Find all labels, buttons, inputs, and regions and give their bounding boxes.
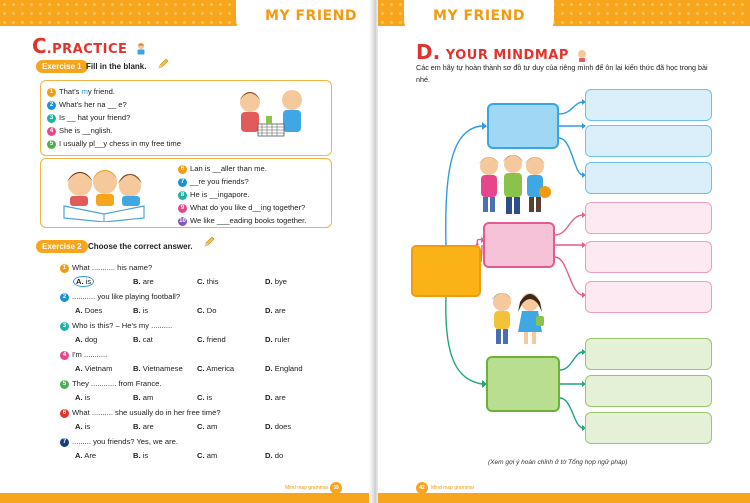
q3-option-c[interactable] [197,335,226,344]
option-letter: B. [133,306,141,315]
option-text: am [206,451,218,460]
exercise-2-title: Choose the correct answer. [88,242,193,251]
q2-option-d[interactable] [265,306,286,315]
ex1-item-10 [178,216,306,226]
item-text: Is __ hat your friend? [59,113,131,122]
q2-option-b[interactable] [133,306,148,315]
option-text: am [206,422,218,431]
option-text: friend [206,335,226,344]
option-text: is [84,393,91,402]
option-letter: C. [197,306,205,315]
instruction-text: Các em hãy tự hoàn thành sơ đồ tư duy của riêng mình để ôn lại kiến thức đã học trong bài nhé. [416,63,708,84]
option-letter: B. [133,451,141,460]
option-letter: B. [133,393,141,402]
ex1-item-8 [178,190,250,200]
question-text: They ............ from France. [72,379,162,388]
option-letter: A. [75,451,83,460]
question-number: 1 [60,264,69,273]
mindmap-center-node[interactable] [411,245,481,297]
q5-option-d[interactable] [265,393,286,402]
mindmap-branch-pink[interactable] [483,222,555,268]
ex1-item-6 [178,164,267,174]
section-word: YOUR MINDMAP [445,48,569,63]
mindmap-leaf-blue-2[interactable] [585,125,712,157]
kid-reading-icon [135,42,147,56]
question-7 [60,437,178,447]
kids-playing-chess-illustration [232,86,312,142]
option-letter: C. [197,393,205,402]
q5-option-b[interactable] [133,393,153,402]
exercise-1-title: Fill in the blank. [86,62,147,71]
right-page [378,0,750,503]
left-page [0,0,372,503]
question-number: 3 [60,322,69,331]
q5-option-c[interactable] [197,393,212,402]
option-text: this [206,277,219,286]
exercise-1-label: Exercise 1 [36,60,88,73]
hint-caption: (Xem gợi ý hoàn chỉnh ở tờ Tổng hợp ngữ pháp) [488,459,628,466]
item-number: 10 [179,218,186,224]
question-2 [60,292,180,302]
option-text: is [206,393,213,402]
item-text: __re you friends? [190,177,249,186]
ex1-item-5 [47,139,181,149]
item-text: She is __nglish. [59,126,113,135]
option-text: are [274,393,286,402]
question-number: 6 [60,409,69,418]
mindmap-leaf-pink-1[interactable] [585,202,712,234]
option-letter: A. [76,277,84,286]
question-number: 7 [60,438,69,447]
mindmap-leaf-green-3[interactable] [585,412,712,444]
question-text: ......... you friends? Yes, we are. [72,437,178,446]
option-letter: C. [197,451,205,460]
option-letter: B. [133,422,141,431]
option-text: cat [142,335,153,344]
option-text: is [142,306,149,315]
connector-center-green [446,297,482,384]
q4-option-a[interactable] [75,364,112,373]
header-title: MY FRIEND [265,8,357,24]
footer-text: Mind map grammar [431,485,475,491]
pencil-icon [203,236,215,248]
item-text: That's [59,87,82,96]
q6-option-b[interactable] [133,422,154,431]
item-number: 7 [178,178,187,187]
boy-and-girl-illustration [486,290,548,346]
option-letter: D. [265,393,273,402]
ex1-item-1 [47,87,115,97]
q6-option-a[interactable] [75,422,90,431]
footer-band [0,493,372,503]
option-letter: D. [265,306,273,315]
mindmap-branch-blue[interactable] [487,103,559,149]
ex1-item-4 [47,126,113,136]
option-letter: D. [265,277,273,286]
item-text: We like ___eading books together. [190,216,307,225]
option-letter: A. [75,393,83,402]
mindmap-branch-green[interactable] [486,356,560,412]
ex1-item-2 [47,100,127,110]
option-letter: D. [265,422,273,431]
option-text: Does [84,306,103,315]
question-1 [60,263,152,273]
question-number: 5 [60,380,69,389]
option-text: am [142,393,154,402]
option-letter: A. [75,364,83,373]
q7-option-d[interactable] [265,451,283,460]
question-text: ........... you like playing football? [72,292,181,301]
q1-option-b[interactable] [133,277,154,286]
question-number: 2 [60,293,69,302]
mindmap-leaf-blue-3[interactable] [585,162,712,194]
mindmap-leaf-pink-3[interactable] [585,281,712,313]
option-text: are [142,277,154,286]
option-text: Vietnamese [142,364,183,373]
option-letter: C. [197,364,205,373]
option-text: ruler [274,335,290,344]
q6-option-c[interactable] [197,422,217,431]
section-word: .PRACTICE [46,42,128,57]
option-text: Are [84,451,97,460]
footer-band [378,493,750,503]
q7-option-a[interactable] [75,451,96,460]
question-number: 4 [60,351,69,360]
option-text: do [274,451,284,460]
option-letter: B. [133,335,141,344]
option-letter: D. [265,335,273,344]
option-letter: D. [265,364,273,373]
item-number: 8 [178,191,187,200]
option-text: Do [206,306,217,315]
option-text: does [274,422,292,431]
q2-option-c[interactable] [197,306,216,315]
question-3 [60,321,172,331]
option-letter: D. [265,451,273,460]
q1-option-c[interactable] [197,277,219,286]
item-text: He is __ingapore. [190,190,250,199]
q3-option-a[interactable] [75,335,97,344]
option-text: dog [84,335,98,344]
kids-reading-illustration [50,162,158,222]
footer-text: Mind map grammar [285,485,329,491]
option-letter: C. [197,277,205,286]
q4-option-b[interactable] [133,364,183,373]
mindmap-leaf-blue-1[interactable] [585,89,712,121]
option-text: America [206,364,235,373]
item-number: 1 [47,88,56,97]
item-text: I usually pl__y chess in my free time [59,139,181,148]
q4-option-c[interactable] [197,364,234,373]
option-text: England [274,364,303,373]
option-letter: A. [75,422,83,431]
exercise-2-label: Exercise 2 [36,240,88,253]
question-5 [60,379,161,389]
question-text: What ........... his name? [72,263,153,272]
section-letter: C [32,34,47,58]
option-text: is [85,277,92,286]
question-4 [60,350,107,360]
q6-option-d[interactable] [265,422,291,431]
question-6 [60,408,221,418]
option-text: bye [274,277,287,286]
page-number: 39 [330,482,342,494]
q5-option-a[interactable] [75,393,90,402]
q1-option-a[interactable] [73,277,94,286]
option-text: are [274,306,286,315]
option-letter: C. [197,422,205,431]
item-text: y friend. [87,87,115,96]
question-text: Who is this? – He's my .......... [72,321,173,330]
item-number: 2 [47,101,56,110]
option-letter: B. [133,364,141,373]
q3-option-b[interactable] [133,335,153,344]
pencil-icon [157,58,169,70]
question-text: What .......... she usually do in her free time? [72,408,221,417]
ex1-item-7 [178,177,249,187]
mindmap-leaf-green-1[interactable] [585,338,712,370]
item-text: Lan is __aller than me. [190,164,267,173]
option-letter: A. [75,306,83,315]
filled-letter: m [81,87,88,96]
option-text: is [142,451,149,460]
ex1-item-9 [178,203,305,213]
mindmap-leaf-green-2[interactable] [585,375,712,407]
q2-option-a[interactable] [75,306,102,315]
question-text: I'm ........... [72,350,108,359]
option-text: is [84,422,91,431]
q7-option-b[interactable] [133,451,148,460]
option-text: are [142,422,154,431]
item-number: 9 [178,204,187,213]
q4-option-d[interactable] [265,364,303,373]
option-letter: A. [75,335,83,344]
q3-option-d[interactable] [265,335,290,344]
item-text: What do you like d__ing together? [190,203,306,212]
page-number: 42 [416,482,428,494]
option-letter: C. [197,335,205,344]
item-number: 4 [47,127,56,136]
option-letter: B. [133,277,141,286]
q1-option-d[interactable] [265,277,287,286]
kids-group-illustration [473,152,553,216]
section-heading [32,34,147,58]
section-letter: D. [416,40,441,64]
item-text: What's her na __ e? [59,100,127,109]
option-text: Vietnam [84,364,113,373]
mindmap-leaf-pink-2[interactable] [585,241,712,273]
item-number: 3 [47,114,56,123]
header-title: MY FRIEND [433,8,525,24]
item-number: 6 [178,165,187,174]
q7-option-c[interactable] [197,451,217,460]
item-number: 5 [47,140,56,149]
ex1-item-3 [47,113,130,123]
